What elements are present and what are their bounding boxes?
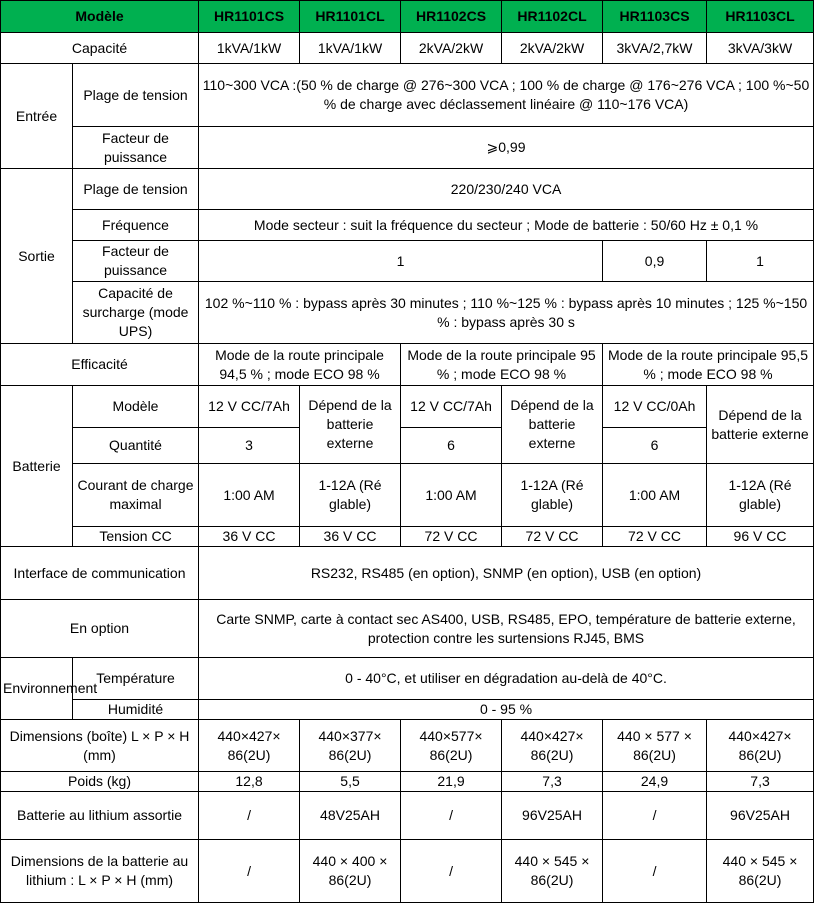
cell-interface: RS232, RS485 (en option), SNMP (en option), USB (en option) (199, 547, 814, 600)
cell-sortie-facteur-hr1103cs: 0,9 (603, 241, 707, 282)
cell-poids: 7,3 (707, 772, 814, 792)
label-entree-facteur: Facteur de puissance (73, 127, 199, 169)
cell-batterie-tension: 72 V CC (603, 527, 707, 547)
label-sortie-facteur: Facteur de puissance (73, 241, 199, 282)
row-batterie-modele (1, 386, 814, 428)
cell-dimensions: 440×427× 86(2U) (502, 720, 603, 772)
label-lithium: Batterie au lithium assortie (1, 792, 199, 840)
cell-batterie-modele-hr1102cl: Dépend de la batterie externe (502, 386, 603, 464)
row-entree-facteur (1, 127, 814, 169)
cell-entree-facteur: ⩾0,99 (199, 127, 814, 169)
cell-dimensions: 440×427× 86(2U) (707, 720, 814, 772)
cell-batterie-courant-hr1103cl: 1-12A (Ré glable) (707, 464, 814, 527)
cell-temperature: 0 - 40°C, et utiliser en dégradation au-delà de 40°C. (199, 658, 814, 700)
label-batterie-tension: Tension CC (73, 527, 199, 547)
cell-batterie-quantite-hr1103cs: 6 (603, 428, 707, 464)
cell-batterie-courant-hr1103cs: 1:00 AM (603, 464, 707, 527)
cell-lithium-dimensions: 440 × 545 × 86(2U) (707, 840, 814, 903)
cell-lithium: 96V25AH (707, 792, 814, 840)
cell-batterie-modele-hr1101cl: Dépend de la batterie externe (300, 386, 401, 464)
cell-capacite: 2kVA/2kW (401, 33, 502, 64)
header-model-label: Modèle (1, 1, 199, 33)
cell-option: Carte SNMP, carte à contact sec AS400, USB, RS485, EPO, température de batterie externe, protection contre les surtensions RJ45, BMS (199, 600, 814, 658)
cell-sortie-frequence: Mode secteur : suit la fréquence du secteur ; Mode de batterie : 50/60 Hz ± 0,1 % (199, 210, 814, 241)
label-temperature: Température (73, 658, 199, 700)
label-efficacite: Efficacité (1, 344, 199, 386)
cell-dimensions: 440×577× 86(2U) (401, 720, 502, 772)
cell-batterie-tension: 96 V CC (707, 527, 814, 547)
label-batterie-modele: Modèle (73, 386, 199, 428)
row-lithium-dimensions (1, 840, 814, 903)
cell-efficacite-hr1101: Mode de la route principale 94,5 % ; mode ECO 98 % (199, 344, 401, 386)
label-entree-plage: Plage de tension (73, 64, 199, 127)
cell-batterie-courant-hr1102cs: 1:00 AM (401, 464, 502, 527)
label-sortie: Sortie (1, 169, 73, 344)
cell-capacite: 2kVA/2kW (502, 33, 603, 64)
cell-lithium-dimensions: / (199, 840, 300, 903)
cell-batterie-modele-hr1101cs: 12 V CC/7Ah (199, 386, 300, 428)
cell-poids: 21,9 (401, 772, 502, 792)
row-capacite (1, 33, 814, 64)
cell-batterie-quantite-hr1101cs: 3 (199, 428, 300, 464)
row-batterie-tension (1, 527, 814, 547)
label-entree: Entrée (1, 64, 73, 169)
cell-batterie-modele-hr1102cs: 12 V CC/7Ah (401, 386, 502, 428)
header-model-hr1101cs: HR1101CS (199, 1, 300, 33)
cell-sortie-surcharge: 102 %~110 % : bypass après 30 minutes ; 110 %~125 % : bypass après 10 minutes ; 125 %~150 % : bypass après 30 s (199, 282, 814, 344)
cell-lithium: 48V25AH (300, 792, 401, 840)
label-dimensions: Dimensions (boîte) L × P × H (mm) (1, 720, 199, 772)
cell-efficacite-hr1103: Mode de la route principale 95,5 % ; mode ECO 98 % (603, 344, 814, 386)
cell-batterie-courant-hr1101cs: 1:00 AM (199, 464, 300, 527)
row-sortie-facteur (1, 241, 814, 282)
cell-lithium-dimensions: 440 × 400 × 86(2U) (300, 840, 401, 903)
header-model-hr1103cs: HR1103CS (603, 1, 707, 33)
row-sortie-plage (1, 169, 814, 210)
row-batterie-courant (1, 464, 814, 527)
cell-batterie-tension: 72 V CC (401, 527, 502, 547)
row-poids (1, 772, 814, 792)
cell-poids: 7,3 (502, 772, 603, 792)
cell-lithium-dimensions: / (401, 840, 502, 903)
cell-lithium-dimensions: / (603, 840, 707, 903)
row-sortie-surcharge (1, 282, 814, 344)
label-sortie-frequence: Fréquence (73, 210, 199, 241)
cell-entree-plage: 110~300 VCA :(50 % de charge @ 276~300 VCA ; 100 % de charge @ 176~276 VCA ; 100 %~50 % de charge avec déclassement linéaire @ 110~176 VCA) (199, 64, 814, 127)
label-sortie-plage: Plage de tension (73, 169, 199, 210)
cell-poids: 5,5 (300, 772, 401, 792)
cell-poids: 12,8 (199, 772, 300, 792)
cell-capacite: 1kVA/1kW (300, 33, 401, 64)
cell-capacite: 1kVA/1kW (199, 33, 300, 64)
cell-sortie-plage: 220/230/240 VCA (199, 169, 814, 210)
header-model-hr1101cl: HR1101CL (300, 1, 401, 33)
cell-lithium-dimensions: 440 × 545 × 86(2U) (502, 840, 603, 903)
label-lithium-dimensions: Dimensions de la batterie au lithium : L × P × H (mm) (1, 840, 199, 903)
cell-batterie-modele-hr1103cl: Dépend de la batterie externe (707, 386, 814, 464)
cell-sortie-facteur-hr1103cl: 1 (707, 241, 814, 282)
cell-poids: 24,9 (603, 772, 707, 792)
row-entree-plage (1, 64, 814, 127)
label-environnement: Environnement (1, 658, 73, 720)
row-environnement-humidite (1, 700, 814, 720)
cell-sortie-facteur-main: 1 (199, 241, 603, 282)
label-sortie-surcharge: Capacité de surcharge (mode UPS) (73, 282, 199, 344)
cell-capacite: 3kVA/3kW (707, 33, 814, 64)
cell-batterie-courant-hr1101cl: 1-12A (Ré glable) (300, 464, 401, 527)
label-capacite: Capacité (1, 33, 199, 64)
row-option (1, 600, 814, 658)
label-batterie-quantite: Quantité (73, 428, 199, 464)
cell-lithium: / (603, 792, 707, 840)
row-batterie-quantite (1, 428, 814, 464)
cell-batterie-courant-hr1102cl: 1-12A (Ré glable) (502, 464, 603, 527)
cell-lithium: / (401, 792, 502, 840)
row-dimensions (1, 720, 814, 772)
label-poids: Poids (kg) (1, 772, 199, 792)
cell-capacite: 3kVA/2,7kW (603, 33, 707, 64)
cell-dimensions: 440×377× 86(2U) (300, 720, 401, 772)
label-batterie: Batterie (1, 386, 73, 547)
cell-batterie-tension: 36 V CC (300, 527, 401, 547)
cell-batterie-quantite-hr1102cs: 6 (401, 428, 502, 464)
cell-efficacite-hr1102: Mode de la route principale 95 % ; mode ECO 98 % (401, 344, 603, 386)
row-lithium (1, 792, 814, 840)
header-model-hr1103cl: HR1103CL (707, 1, 814, 33)
row-environnement-temperature (1, 658, 814, 700)
row-efficacite (1, 344, 814, 386)
cell-humidite: 0 - 95 % (199, 700, 814, 720)
label-batterie-courant: Courant de charge maximal (73, 464, 199, 527)
header-model-hr1102cs: HR1102CS (401, 1, 502, 33)
row-sortie-frequence (1, 210, 814, 241)
cell-lithium: / (199, 792, 300, 840)
header-row (1, 1, 814, 33)
row-interface (1, 547, 814, 600)
cell-dimensions: 440×427× 86(2U) (199, 720, 300, 772)
cell-lithium: 96V25AH (502, 792, 603, 840)
cell-dimensions: 440 × 577 × 86(2U) (603, 720, 707, 772)
cell-batterie-modele-hr1103cs: 12 V CC/0Ah (603, 386, 707, 428)
header-model-hr1102cl: HR1102CL (502, 1, 603, 33)
cell-batterie-tension: 72 V CC (502, 527, 603, 547)
label-option: En option (1, 600, 199, 658)
label-interface: Interface de communication (1, 547, 199, 600)
label-humidite: Humidité (73, 700, 199, 720)
cell-batterie-tension: 36 V CC (199, 527, 300, 547)
